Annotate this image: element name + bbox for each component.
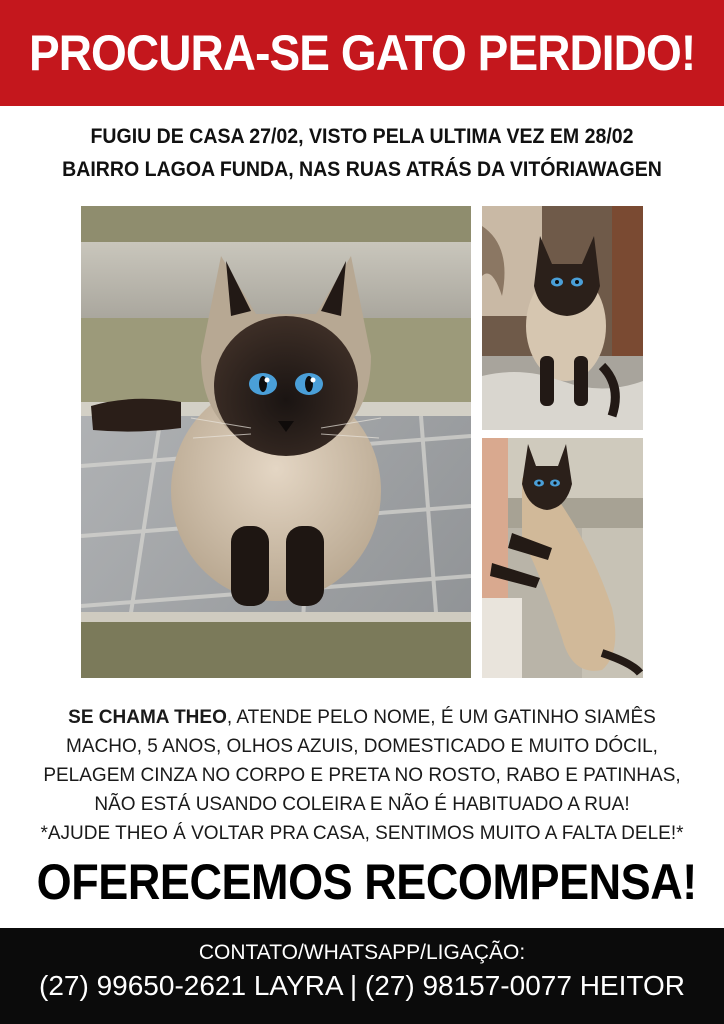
cat-photo-top <box>482 206 643 430</box>
cat-photo-top-image <box>482 206 643 430</box>
description-line-3: PELAGEM CINZA NO CORPO E PRETA NO ROSTO, RABO E PATINHAS, <box>43 765 681 786</box>
contact-footer <box>0 928 724 1024</box>
subheading-date-line: FUGIU DE CASA 27/02, VISTO PELA ULTIMA VEZ EM 28/02 <box>90 125 634 148</box>
subheading-location-line: BAIRRO LAGOA FUNDA, NAS RUAS ATRÁS DA VITÓRIAWAGEN <box>62 158 662 181</box>
description-line-1 <box>0 703 724 732</box>
reward-notice <box>0 853 724 911</box>
description-line-2: MACHO, 5 ANOS, OLHOS AZUIS, DOMESTICADO E MUITO DÓCIL, <box>66 736 658 757</box>
reward-text: OFERECEMOS RECOMPENSA! <box>36 854 697 910</box>
cat-description <box>0 703 724 848</box>
cat-photo-bottom <box>482 438 643 678</box>
subheading <box>0 120 724 186</box>
cat-photo-bottom-image <box>482 438 643 678</box>
description-line-4: NÃO ESTÁ USANDO COLEIRA E NÃO É HABITUADO A RUA! <box>94 794 630 815</box>
contact-phones: (27) 99650-2621 LAYRA | (27) 98157-0077 HEITOR <box>39 970 685 1001</box>
cat-name-lead: SE CHAMA THEO <box>68 707 227 728</box>
cat-photo-main <box>81 206 471 678</box>
contact-label: CONTATO/WHATSAPP/LIGAÇÃO: <box>198 941 526 964</box>
title-banner <box>0 0 724 106</box>
description-plea: *AJUDE THEO Á VOLTAR PRA CASA, SENTIMOS MUITO A FALTA DELE!* <box>40 823 684 844</box>
cat-photo-main-image <box>81 206 471 678</box>
poster-title: PROCURA-SE GATO PERDIDO! <box>28 25 696 81</box>
description-line-1-rest: , ATENDE PELO NOME, É UM GATINHO SIAMÊS <box>226 707 656 728</box>
